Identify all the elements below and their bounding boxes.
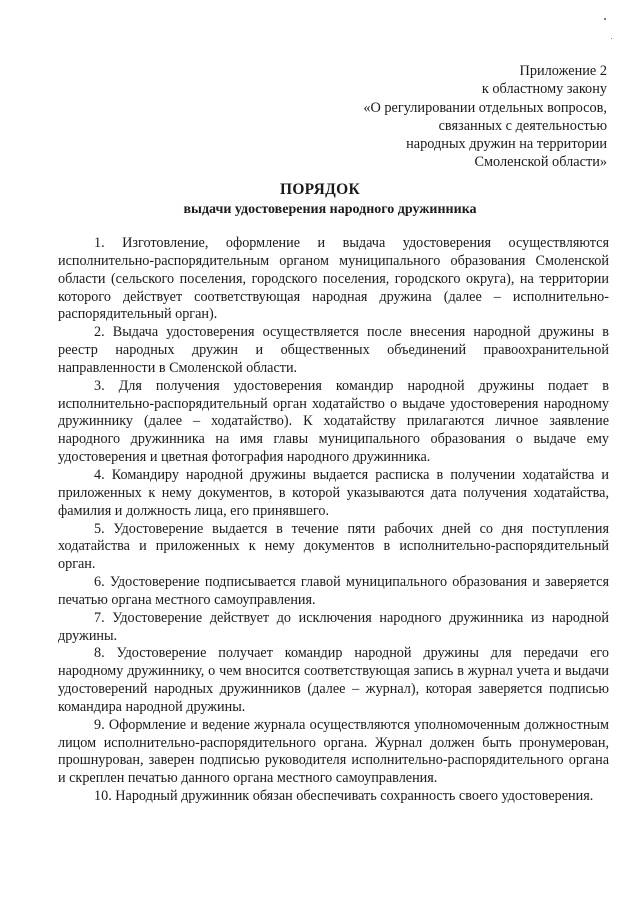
document-title: ПОРЯДОК [279,181,361,198]
paragraph-4: 4. Командиру народной дружины выдается расписка в получении ходатайства и приложенных к нему документов, в которой указываются дата получения ходатайства, фамилия и должность лица, его принявшего. [58,466,609,519]
paragraph-8: 8. Удостоверение получает командир народной дружины для передачи его народному дружиннику, о чем вносится соответствующая запись в журнал учета и выдачи удостоверений народных дружинников (далее – журнал), которая заверяется подписью командира народной дружины. [58,645,609,715]
paragraph-5: 5. Удостоверение выдается в течение пяти рабочих дней со дня поступления ходатайства и приложенных к нему документов в исполнительно-распорядительный орган. [58,520,609,573]
paragraph-9: 9. Оформление и ведение журнала осуществляются уполномоченным должностным лицом исполнительно-распорядительного органа. Журнал должен быть пронумерован, прошнурован, заверен подписью руководителя исполнительно-распорядительного органа и скреплен печатью данного органа местного самоуправления. [58,716,609,787]
paragraph-2: 2. Выдача удостоверения осуществляется после внесения народной дружины в реестр народных дружин и общественных объединений правоохранительной направленности в Смоленской области. [58,324,609,376]
document-subtitle: выдачи удостоверения народного дружинника [183,202,477,217]
scan-speck [604,18,606,20]
appendix-line: Смоленской области» [474,154,607,171]
paragraph-7: 7. Удостоверение действует до исключения народного дружинника из народной дружины. [58,609,609,644]
paragraph-3: 3. Для получения удостоверения командир народной дружины подает в исполнительно-распорядительный орган ходатайство о выдаче удостоверения народному дружиннику (далее – ходатайство). К ходатайству прилагаются личное заявление народного дружинника на имя главы муниципального образования о выдаче ему удостоверения и цветная фотография народного дружинника. [58,377,609,466]
appendix-header [363,62,607,172]
appendix-line: «О регулировании отдельных вопросов, [363,99,607,116]
paragraph-10: 10. Народный дружинник обязан обеспечивать сохранность своего удостоверения. [94,788,594,805]
paragraph-6: 6. Удостоверение подписывается главой муниципального образования и заверяется печатью органа местного самоуправления. [58,574,609,608]
document-body [58,235,609,806]
appendix-line: связанных с деятельностью [438,117,607,134]
appendix-line: народных дружин на территории [406,136,607,153]
appendix-line: Приложение 2 [519,63,607,79]
scan-speck [611,38,612,39]
appendix-line: к областному закону [481,81,607,98]
paragraph-1: 1. Изготовление, оформление и выдача удостоверения осуществляются исполнительно-распорядительным органом муниципального образования Смоленской области (сельского поселения, городского поселения, городского округа), на территории которого действует соответствующая народная дружина (далее – исполнительно-распорядительный орган). [58,235,609,323]
